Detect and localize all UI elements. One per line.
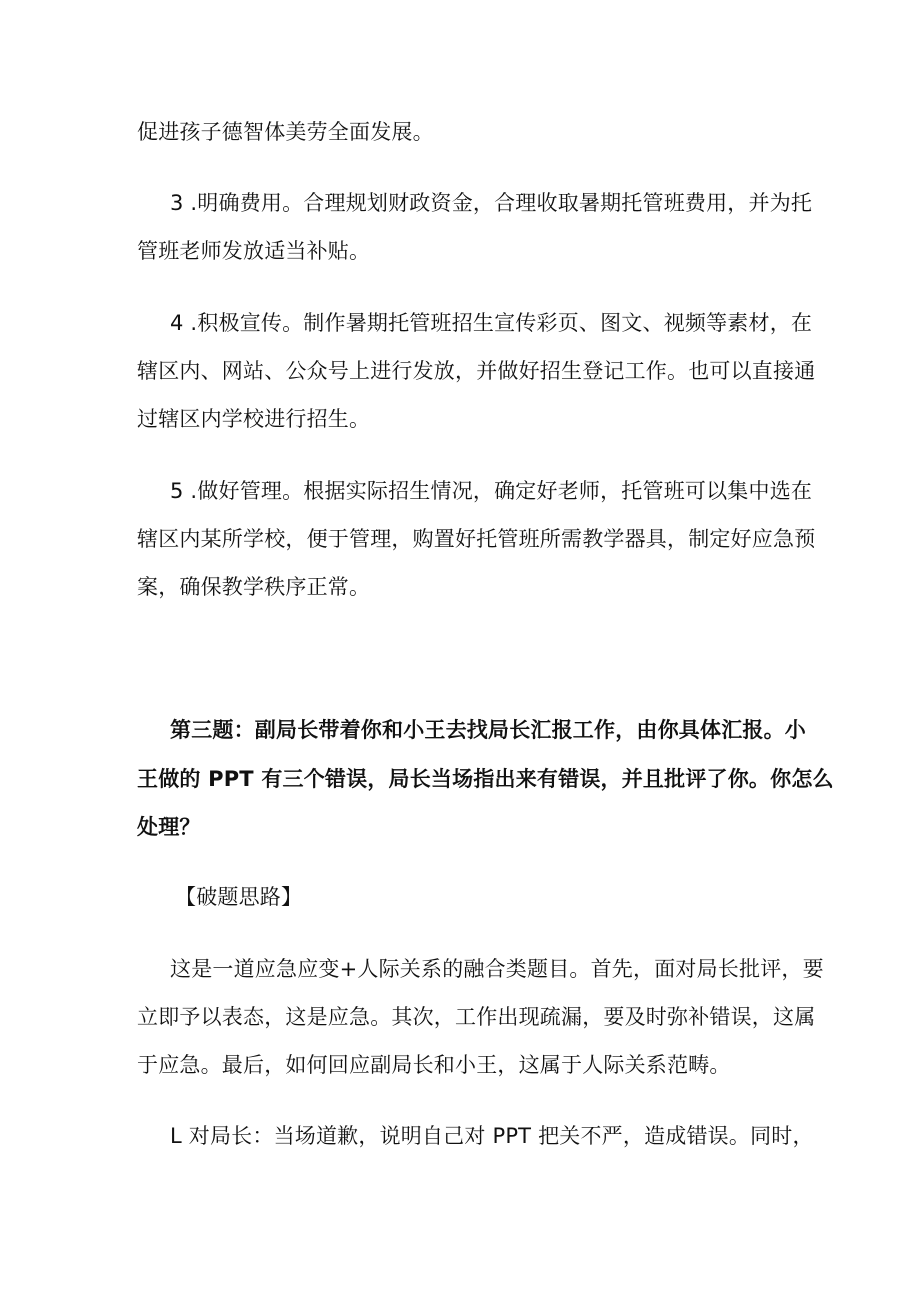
- paragraph-line: 过辖区内学校进行招生。: [137, 407, 371, 431]
- question-line: 第三题：副局长带着你和小王去找局长汇报工作，由你具体汇报。小: [170, 718, 806, 742]
- paragraph-line: 促进孩子德智体美劳全面发展。: [137, 120, 434, 144]
- paragraph-line: L 对局长：当场道歉，说明自己对 PPT 把关不严，造成错误。同时，: [170, 1124, 814, 1148]
- paragraph-line: 管班老师发放适当补贴。: [137, 239, 371, 263]
- paragraph-line: 辖区内、网站、公众号上进行发放，并做好招生登记工作。也可以直接通: [137, 359, 816, 383]
- paragraph-line: 这是一道应急应变+人际关系的融合类题目。首先，面对局长批评，要: [170, 957, 824, 981]
- paragraph-line: 3 .明确费用。合理规划财政资金，合理收取暑期托管班费用，并为托: [170, 191, 813, 215]
- question-line: 王做的 PPT 有三个错误，局长当场指出来有错误，并且批评了你。你怎么: [137, 767, 834, 791]
- section-heading: 【破题思路】: [175, 885, 303, 909]
- paragraph-line: 辖区内某所学校，便于管理，购置好托管班所需教学器具，制定好应急预: [137, 527, 816, 551]
- paragraph-line: 案，确保教学秩序正常。: [137, 575, 371, 599]
- paragraph-line: 立即予以表态，这是应急。其次，工作出现疏漏，要及时弥补错误，这属: [137, 1005, 816, 1029]
- paragraph-line: 5 .做好管理。根据实际招生情况，确定好老师，托管班可以集中选在: [170, 479, 813, 503]
- paragraph-line: 于应急。最后，如何回应副局长和小王，这属于人际关系范畴。: [137, 1053, 731, 1077]
- question-line: 处理？: [137, 815, 201, 839]
- paragraph-line: 4 .积极宣传。制作暑期托管班招生宣传彩页、图文、视频等素材，在: [170, 311, 813, 335]
